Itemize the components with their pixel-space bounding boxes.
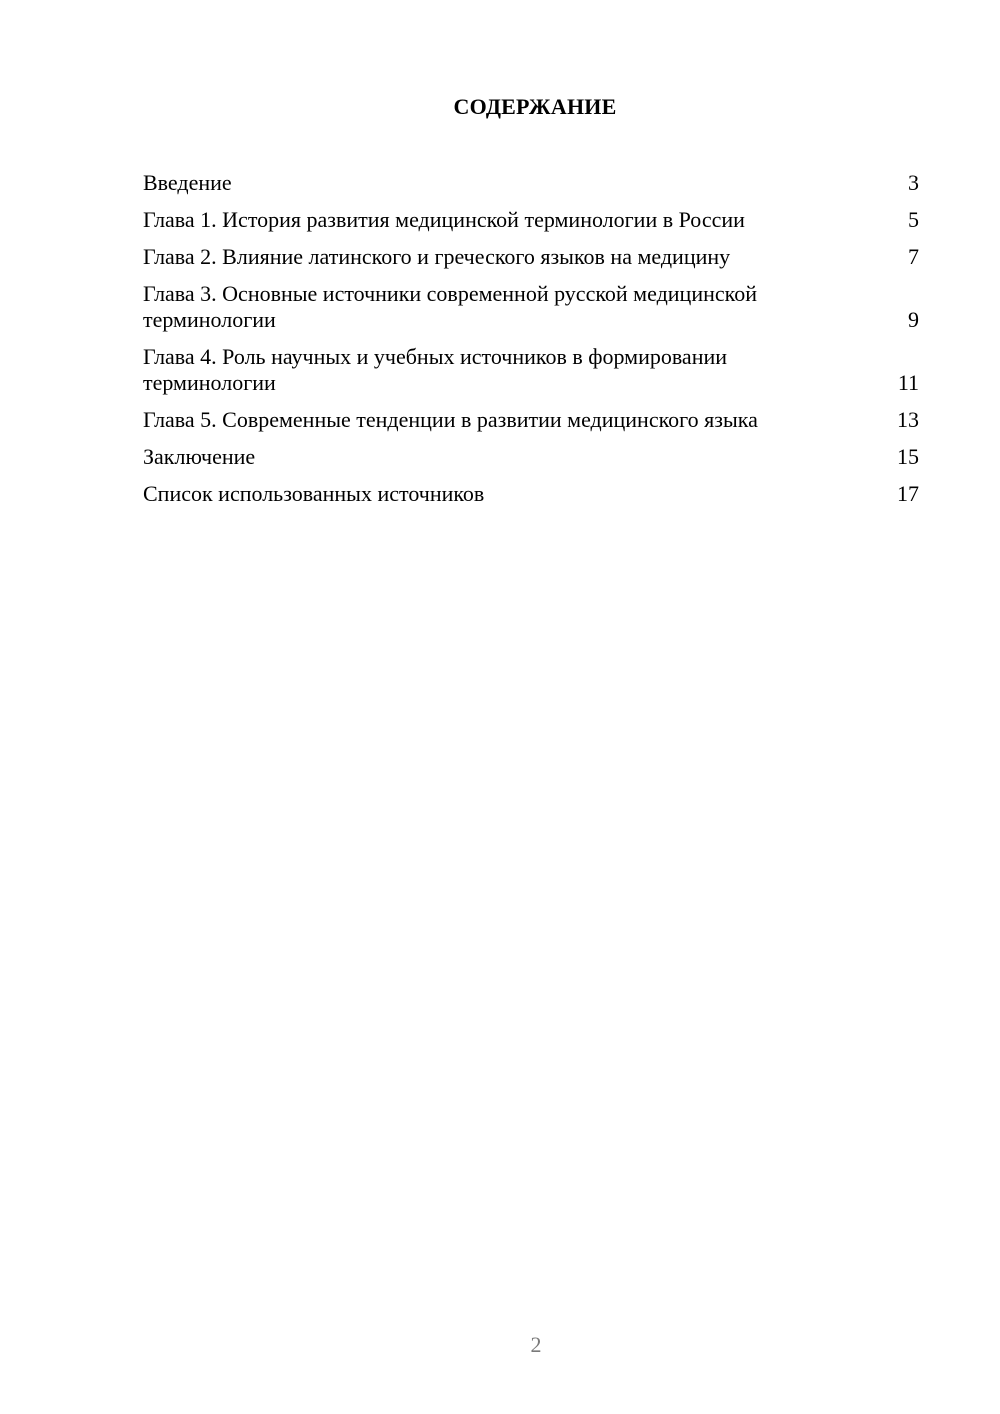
toc-entry-page: 11 — [897, 370, 919, 395]
toc-entry — [143, 481, 919, 507]
toc-entry-page: 17 — [897, 481, 919, 506]
toc-entry-title: Глава 2. Влияние латинского и греческого языков на медицину — [143, 244, 731, 269]
toc-entry-page: 13 — [897, 407, 919, 432]
toc-entry-page: 9 — [908, 307, 919, 332]
toc-entry — [143, 207, 919, 233]
toc-entry — [143, 344, 919, 396]
toc-entry — [143, 170, 919, 196]
toc-entry-page: 5 — [908, 207, 919, 232]
toc-entry-title: Глава 5. Современные тенденции в развитии медицинского языка — [143, 407, 758, 432]
toc-entry — [143, 281, 919, 333]
toc-entry-title: Список использованных источников — [143, 481, 485, 506]
toc-entry-title: Глава 4. Роль научных и учебных источников в формировании терминологии — [143, 344, 728, 395]
toc-entry-title: Заключение — [143, 444, 256, 469]
toc-entry-page: 15 — [897, 444, 919, 469]
toc-entry-title: Глава 3. Основные источники современной русской медицинской терминологии — [143, 281, 757, 332]
page-number: 2 — [530, 1332, 542, 1357]
page-title: СОДЕРЖАНИЕ — [453, 94, 617, 119]
toc-entry — [143, 244, 919, 270]
toc-entry — [143, 407, 919, 433]
table-of-contents — [143, 170, 919, 518]
toc-entry-title: Введение — [143, 170, 232, 195]
toc-entry-page: 3 — [908, 170, 919, 195]
toc-entry-title: Глава 1. История развития медицинской терминологии в России — [143, 207, 745, 232]
toc-entry-page: 7 — [908, 244, 919, 269]
toc-entry — [143, 444, 919, 470]
